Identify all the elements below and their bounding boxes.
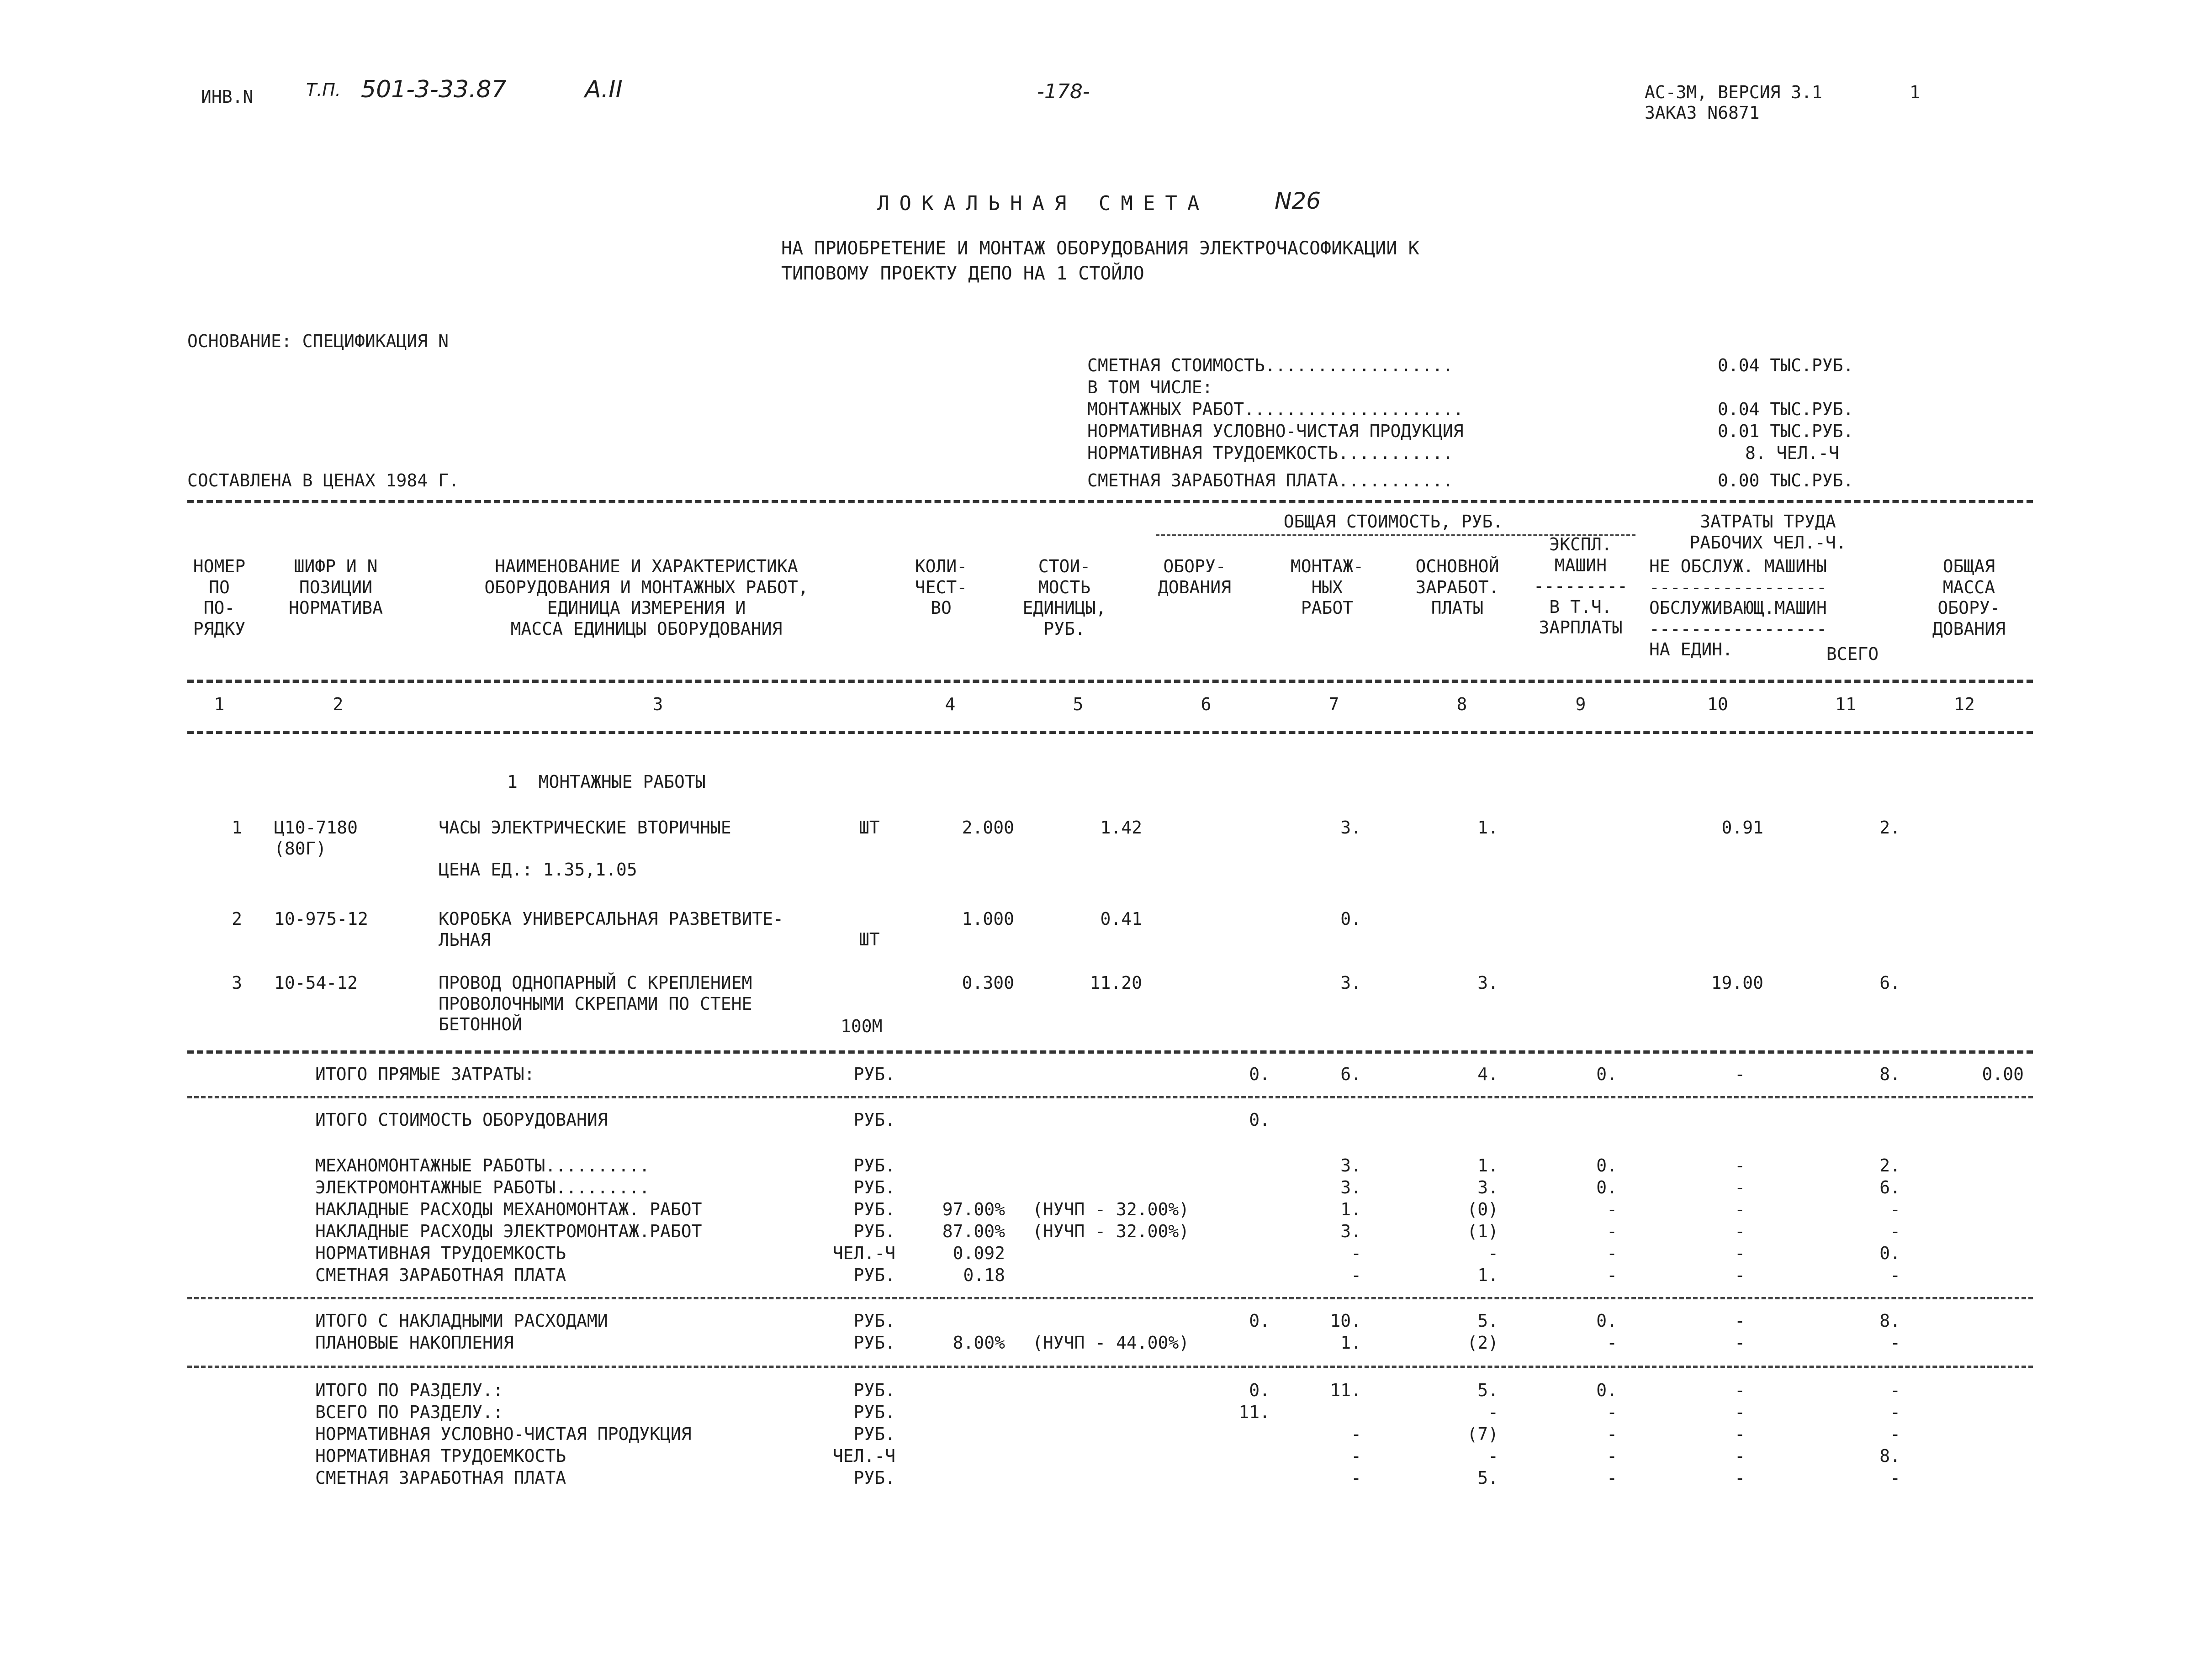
column-number: 6 (1201, 694, 1212, 714)
total-labor-all: - (1890, 1380, 1900, 1400)
summary-label: МОНТАЖНЫХ РАБОТ..................... (1087, 399, 1464, 419)
column-number: 8 (1456, 694, 1467, 714)
header-col-5: СТОИ- МОСТЬ ЕДИНИЦЫ, РУБ. (1022, 556, 1106, 639)
column-number: 7 (1328, 694, 1339, 714)
total-wages: 1. (1477, 1155, 1498, 1176)
total-wages: 4. (1477, 1064, 1498, 1084)
total-installation: 10. (1330, 1311, 1361, 1331)
total-equipment: 0. (1249, 1064, 1270, 1084)
item-quantity: 1.000 (962, 909, 1014, 929)
total-label: НАКЛАДНЫЕ РАСХОДЫ ЭЛЕКТРОМОНТАЖ.РАБОТ (315, 1221, 702, 1241)
total-percent: 87.00% (942, 1221, 1005, 1241)
column-number: 3 (652, 694, 663, 714)
total-wages: - (1488, 1402, 1498, 1422)
total-labor-all: - (1890, 1468, 1900, 1488)
item-name: ПРОВОД ОДНОПАРНЫЙ С КРЕПЛЕНИЕМ ПРОВОЛОЧНЫМИ СКРЕПАМИ ПО СТЕНЕ БЕТОННОЙ (439, 973, 752, 1035)
total-wages: 3. (1477, 1177, 1498, 1197)
total-wages: (7) (1467, 1424, 1498, 1444)
total-wages: 5. (1477, 1468, 1498, 1488)
total-machines: 0. (1596, 1311, 1617, 1331)
header-col-11: ВСЕГО (1826, 644, 1879, 664)
total-labor-all: - (1890, 1333, 1900, 1353)
total-labor-all: 2. (1879, 1155, 1900, 1176)
summary-value: 0.04 ТЫС.РУБ. (1718, 355, 1854, 375)
total-installation: - (1351, 1446, 1361, 1466)
total-unit: РУБ. (853, 1199, 895, 1219)
total-machines: 0. (1596, 1064, 1617, 1084)
total-label: ИТОГО С НАКЛАДНЫМИ РАСХОДАМИ (315, 1311, 608, 1331)
item-unit: ШТ (859, 818, 880, 838)
total-label: ИТОГО СТОИМОСТЬ ОБОРУДОВАНИЯ (315, 1110, 608, 1130)
item-quantity: 2.000 (962, 818, 1014, 838)
total-installation: 3. (1340, 1177, 1361, 1197)
total-labor-all: 8. (1879, 1446, 1900, 1466)
header-rule-mid (187, 680, 2033, 683)
total-labor-unit: - (1735, 1064, 1745, 1084)
item-installation-cost: 0. (1340, 909, 1361, 929)
totals-divider (187, 1096, 2033, 1098)
total-label: НОРМАТИВНАЯ ТРУДОЕМКОСТЬ (315, 1446, 566, 1466)
total-labor-all: 8. (1879, 1311, 1900, 1331)
column-number: 12 (1954, 694, 1975, 714)
estimate-number: N26 (1275, 188, 1321, 214)
total-label: ВСЕГО ПО РАЗДЕЛУ.: (315, 1402, 503, 1422)
item-name: ЧАСЫ ЭЛЕКТРИЧЕСКИЕ ВТОРИЧНЫЕ (439, 818, 731, 838)
total-label: НОРМАТИВНАЯ ТРУДОЕМКОСТЬ (315, 1243, 566, 1263)
total-labor-unit: - (1735, 1424, 1745, 1444)
item-unit: 100М (841, 1016, 883, 1036)
total-wages: - (1488, 1446, 1498, 1466)
total-machines: - (1607, 1243, 1617, 1263)
program-version: АС-3М, ВЕРСИЯ 3.1 (1645, 82, 1822, 102)
total-unit: РУБ. (853, 1155, 895, 1176)
total-labor-unit: - (1735, 1380, 1745, 1400)
total-machines: - (1607, 1424, 1617, 1444)
page-number: -178- (1037, 80, 1090, 103)
column-number: 2 (333, 694, 344, 714)
total-wages: - (1488, 1243, 1498, 1263)
total-labor-all: - (1890, 1424, 1900, 1444)
item-wages: 3. (1477, 973, 1498, 993)
total-wages: 1. (1477, 1265, 1498, 1285)
totals-divider (187, 1366, 2033, 1368)
total-labor-all: - (1890, 1265, 1900, 1285)
total-installation: 3. (1340, 1221, 1361, 1241)
document-title: ЛОКАЛЬНАЯ СМЕТА (877, 192, 1210, 215)
inventory-label: ИНВ.N (201, 87, 254, 107)
total-labor-unit: - (1735, 1221, 1745, 1241)
total-wages: (1) (1467, 1221, 1498, 1241)
total-unit: ЧЕЛ.-Ч (832, 1446, 895, 1466)
column-number: 9 (1575, 694, 1586, 714)
item-note: ЦЕНА ЕД.: 1.35,1.05 (439, 860, 637, 880)
item-unit-price: 11.20 (1090, 973, 1142, 993)
total-labor-all: 8. (1879, 1064, 1900, 1084)
total-labor-all: - (1890, 1221, 1900, 1241)
total-unit: РУБ. (853, 1177, 895, 1197)
total-installation: 3. (1340, 1155, 1361, 1176)
total-unit: РУБ. (853, 1221, 895, 1241)
total-percent: 8.00% (953, 1333, 1005, 1353)
header-col-1: НОМЕР ПО ПО- РЯДКУ (193, 556, 246, 639)
total-labor-unit: - (1735, 1199, 1745, 1219)
header-col-4: КОЛИ- ЧЕСТ- ВО (915, 556, 968, 618)
total-equipment: 0. (1249, 1110, 1270, 1130)
item-code: 10-54-12 (274, 973, 358, 993)
total-machines: - (1607, 1199, 1617, 1219)
total-labor-unit: - (1735, 1177, 1745, 1197)
item-number: 3 (232, 973, 242, 993)
total-unit: РУБ. (853, 1424, 895, 1444)
title-line-1: НА ПРИОБРЕТЕНИЕ И МОНТАЖ ОБОРУДОВАНИЯ ЭЛЕКТРОЧАСОФИКАЦИИ К (781, 238, 1419, 259)
item-wages: 1. (1477, 818, 1498, 838)
total-machines: - (1607, 1333, 1617, 1353)
total-machines: - (1607, 1265, 1617, 1285)
header-col-3: НАИМЕНОВАНИЕ И ХАРАКТЕРИСТИКА ОБОРУДОВАНИЯ И МОНТАЖНЫХ РАБОТ, ЕДИНИЦА ИЗМЕРЕНИЯ И МАССА ЕДИНИЦЫ ОБОРУДОВАНИЯ (484, 556, 809, 639)
total-installation: 1. (1340, 1333, 1361, 1353)
total-labor-unit: - (1735, 1243, 1745, 1263)
item-number: 1 (232, 818, 242, 838)
prices-year-line: СОСТАВЛЕНА В ЦЕНАХ 1984 Г. (187, 470, 459, 491)
total-labor-all: - (1890, 1402, 1900, 1422)
total-percent: 0.18 (963, 1265, 1005, 1285)
header-col-12: ОБЩАЯ МАССА ОБОРУ- ДОВАНИЯ (1932, 556, 2006, 639)
total-equipment: 0. (1249, 1380, 1270, 1400)
total-unit: РУБ. (853, 1311, 895, 1331)
header-group-labor: ЗАТРАТЫ ТРУДА РАБОЧИХ ЧЕЛ.-Ч. (1689, 512, 1847, 553)
header-rule-top (187, 500, 2033, 503)
total-nuchp: (НУЧП - 32.00%) (1032, 1221, 1190, 1241)
column-number: 5 (1073, 694, 1084, 714)
total-wages: 5. (1477, 1311, 1498, 1331)
item-unit: ШТ (859, 929, 880, 949)
header-col-8: ОСНОВНОЙ ЗАРАБОТ. ПЛАТЫ (1415, 556, 1499, 618)
item-number: 2 (232, 909, 242, 929)
header-rule-bottom (187, 731, 2033, 734)
total-wages: (0) (1467, 1199, 1498, 1219)
total-installation: 1. (1340, 1199, 1361, 1219)
total-machines: 0. (1596, 1155, 1617, 1176)
total-label: НОРМАТИВНАЯ УСЛОВНО-ЧИСТАЯ ПРОДУКЦИЯ (315, 1424, 692, 1444)
item-installation-cost: 3. (1340, 973, 1361, 993)
tp-prefix: Т.П. (306, 80, 341, 100)
title-line-2: ТИПОВОМУ ПРОЕКТУ ДЕПО НА 1 СТОЙЛО (781, 263, 1144, 284)
item-code: Ц10-7180 (80Г) (274, 818, 358, 859)
album-number: А.II (585, 76, 623, 103)
column-number: 1 (214, 694, 225, 714)
totals-divider (187, 1297, 2033, 1299)
total-machines: 0. (1596, 1177, 1617, 1197)
total-unit: РУБ. (853, 1265, 895, 1285)
summary-label: НОРМАТИВНАЯ ТРУДОЕМКОСТЬ........... (1087, 443, 1453, 463)
summary-value: 0.04 ТЫС.РУБ. (1718, 399, 1854, 419)
summary-label: СМЕТНАЯ СТОИМОСТЬ.................. (1087, 355, 1453, 375)
total-unit: РУБ. (853, 1110, 895, 1130)
total-label: ИТОГО ПРЯМЫЕ ЗАТРАТЫ: (315, 1064, 535, 1084)
total-unit: ЧЕЛ.-Ч (832, 1243, 895, 1263)
column-number: 11 (1835, 694, 1856, 714)
sheet-number: 1 (1910, 82, 1920, 102)
item-labor-total: 2. (1879, 818, 1900, 838)
total-labor-all: 0. (1879, 1243, 1900, 1263)
item-quantity: 0.300 (962, 973, 1014, 993)
header-col-2: ШИФР И N ПОЗИЦИИ НОРМАТИВА (289, 556, 383, 618)
total-label: МЕХАНОМОНТАЖНЫЕ РАБОТЫ.......... (315, 1155, 650, 1176)
item-installation-cost: 3. (1340, 818, 1361, 838)
total-installation: - (1351, 1243, 1361, 1263)
header-col-6: ОБОРУ- ДОВАНИЯ (1158, 556, 1232, 597)
summary-value: 0.00 ТЫС.РУБ. (1718, 470, 1854, 491)
total-nuchp: (НУЧП - 44.00%) (1032, 1333, 1190, 1353)
total-machines: - (1607, 1402, 1617, 1422)
total-equipment: 0. (1249, 1311, 1270, 1331)
total-unit: РУБ. (853, 1333, 895, 1353)
item-name: КОРОБКА УНИВЕРСАЛЬНАЯ РАЗВЕТВИТЕ- ЛЬНАЯ (439, 909, 783, 950)
total-labor-unit: - (1735, 1468, 1745, 1488)
total-machines: - (1607, 1221, 1617, 1241)
item-labor-per-unit: 0.91 (1721, 818, 1763, 838)
header-col-7: МОНТАЖ- НЫХ РАБОТ (1290, 556, 1364, 618)
summary-label: СМЕТНАЯ ЗАРАБОТНАЯ ПЛАТА........... (1087, 470, 1453, 491)
column-number: 4 (945, 694, 956, 714)
header-group-total-cost: ОБЩАЯ СТОИМОСТЬ, РУБ. (1283, 512, 1503, 532)
total-unit: РУБ. (853, 1064, 895, 1084)
basis-line: ОСНОВАНИЕ: СПЕЦИФИКАЦИЯ N (187, 331, 449, 351)
total-percent: 0.092 (953, 1243, 1005, 1263)
total-unit: РУБ. (853, 1380, 895, 1400)
total-labor-unit: - (1735, 1265, 1745, 1285)
total-mass: 0.00 (1982, 1064, 2024, 1084)
item-code: 10-975-12 (274, 909, 368, 929)
tp-number: 501-3-33.87 (361, 76, 507, 103)
column-number: 10 (1707, 694, 1728, 714)
total-wages: (2) (1467, 1333, 1498, 1353)
total-machines: - (1607, 1446, 1617, 1466)
total-installation: - (1351, 1265, 1361, 1285)
summary-value: 8. ЧЕЛ.-Ч (1745, 443, 1839, 463)
total-unit: РУБ. (853, 1402, 895, 1422)
total-labor-unit: - (1735, 1311, 1745, 1331)
item-labor-per-unit: 19.00 (1711, 973, 1763, 993)
total-labor-unit: - (1735, 1155, 1745, 1176)
total-unit: РУБ. (853, 1468, 895, 1488)
total-labor-all: 6. (1879, 1177, 1900, 1197)
total-installation: - (1351, 1424, 1361, 1444)
item-unit-price: 1.42 (1100, 818, 1142, 838)
rule-before-totals (187, 1050, 2033, 1054)
total-wages: 5. (1477, 1380, 1498, 1400)
total-installation: 11. (1330, 1380, 1361, 1400)
total-labor-unit: - (1735, 1333, 1745, 1353)
total-label: СМЕТНАЯ ЗАРАБОТНАЯ ПЛАТА (315, 1265, 566, 1285)
total-label: НАКЛАДНЫЕ РАСХОДЫ МЕХАНОМОНТАЖ. РАБОТ (315, 1199, 702, 1219)
section-title: 1 МОНТАЖНЫЕ РАБОТЫ (507, 772, 706, 792)
order-number: ЗАКАЗ N6871 (1645, 103, 1760, 123)
total-installation: - (1351, 1468, 1361, 1488)
summary-label: В ТОМ ЧИСЛЕ: (1087, 377, 1213, 397)
item-unit-price: 0.41 (1100, 909, 1142, 929)
total-installation: 6. (1340, 1064, 1361, 1084)
total-percent: 97.00% (942, 1199, 1005, 1219)
total-machines: - (1607, 1468, 1617, 1488)
total-label: ИТОГО ПО РАЗДЕЛУ.: (315, 1380, 503, 1400)
total-nuchp: (НУЧП - 32.00%) (1032, 1199, 1190, 1219)
summary-label: НОРМАТИВНАЯ УСЛОВНО-ЧИСТАЯ ПРОДУКЦИЯ (1087, 421, 1464, 441)
item-labor-total: 6. (1879, 973, 1900, 993)
header-col-9: ЭКСПЛ. МАШИН --------- В Т.Ч. ЗАРПЛАТЫ (1534, 534, 1628, 638)
header-col-10: НЕ ОБСЛУЖ. МАШИНЫ ----------------- ОБСЛУЖИВАЮЩ.МАШИН ----------------- НА ЕДИН. (1649, 556, 1827, 660)
total-labor-all: - (1890, 1199, 1900, 1219)
total-equipment: 11. (1238, 1402, 1270, 1422)
total-label: ЭЛЕКТРОМОНТАЖНЫЕ РАБОТЫ......... (315, 1177, 650, 1197)
summary-value: 0.01 ТЫС.РУБ. (1718, 421, 1854, 441)
total-labor-unit: - (1735, 1446, 1745, 1466)
total-label: ПЛАНОВЫЕ НАКОПЛЕНИЯ (315, 1333, 514, 1353)
total-label: СМЕТНАЯ ЗАРАБОТНАЯ ПЛАТА (315, 1468, 566, 1488)
total-machines: 0. (1596, 1380, 1617, 1400)
total-labor-unit: - (1735, 1402, 1745, 1422)
